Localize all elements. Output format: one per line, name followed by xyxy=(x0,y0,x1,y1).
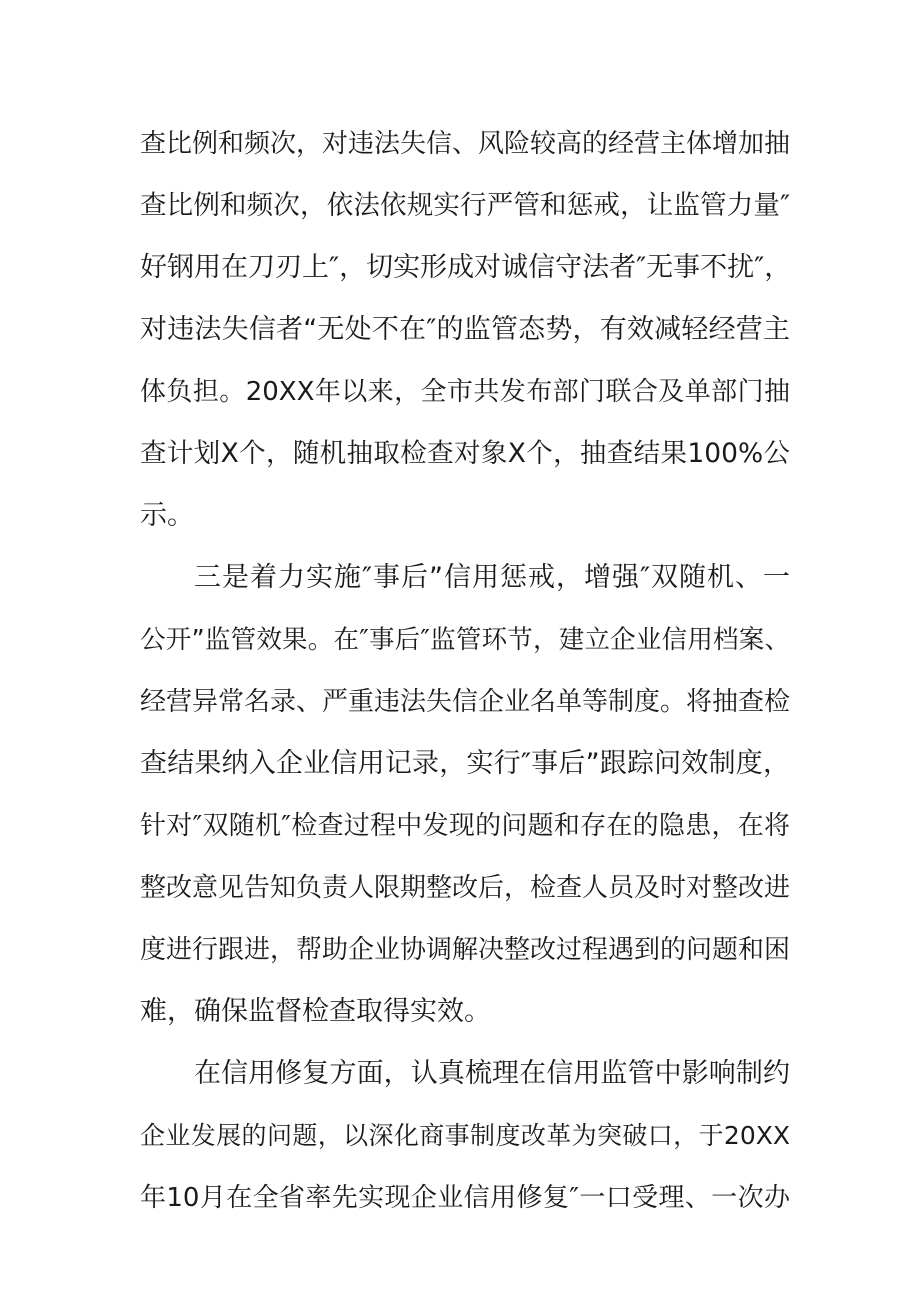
paragraph-line-11: 查结果纳入企业信用记录，实行″事后”跟踪问效制度， xyxy=(140,748,790,779)
paragraph-line-9: 公开”监管效果。在″事后″监管环节，建立企业信用档案、 xyxy=(140,625,790,655)
paragraph-line-14: 度进行跟进，帮助企业协调解决整改过程遇到的问题和困 xyxy=(140,935,791,965)
paragraph-line-5: 体负担。20XX年以来，全市共发布部门联合及单部门抽 xyxy=(140,377,790,407)
paragraph-line-7: 示。 xyxy=(140,500,194,531)
paragraph-line-17: 企业发展的问题，以深化商事制度改革为突破口，于20XX xyxy=(140,1121,790,1150)
paragraph-line-16: 在信用修复方面，认真梳理在信用监管中影响制约 xyxy=(194,1058,790,1089)
paragraph-line-10: 经营异常名录、严重违法失信企业名单等制度。将抽查检 xyxy=(140,687,791,717)
paragraph-line-4: 对违法失信者“无处不在″的监管态势，有效减轻经营主 xyxy=(140,314,790,345)
paragraph-line-8: 三是着力实施″事后”信用惩戒，增强″双随机、一 xyxy=(194,562,790,593)
paragraph-line-1: 查比例和频次，对违法失信、风险较高的经营主体增加抽 xyxy=(140,129,791,159)
paragraph-line-15: 难，确保监督检查取得实效。 xyxy=(140,996,491,1027)
paragraph-line-6: 查计划X个，随机抽取检查对象X个，抽查结果100%公 xyxy=(140,438,790,469)
paragraph-line-2: 查比例和频次，依法依规实行严管和惩戒，让监管力量″ xyxy=(140,190,790,221)
paragraph-line-12: 针对″双随机″检查过程中发现的问题和存在的隐患，在将 xyxy=(140,811,790,841)
paragraph-line-13: 整改意见告知负责人限期整改后，检查人员及时对整改进 xyxy=(140,873,791,903)
paragraph-line-3: 好钢用在刀刃上″，切实形成对诚信守法者″无事不扰″， xyxy=(140,252,792,283)
paragraph-line-18: 年10月在全省率先实现企业信用修复″一口受理、一次办 xyxy=(140,1183,790,1213)
